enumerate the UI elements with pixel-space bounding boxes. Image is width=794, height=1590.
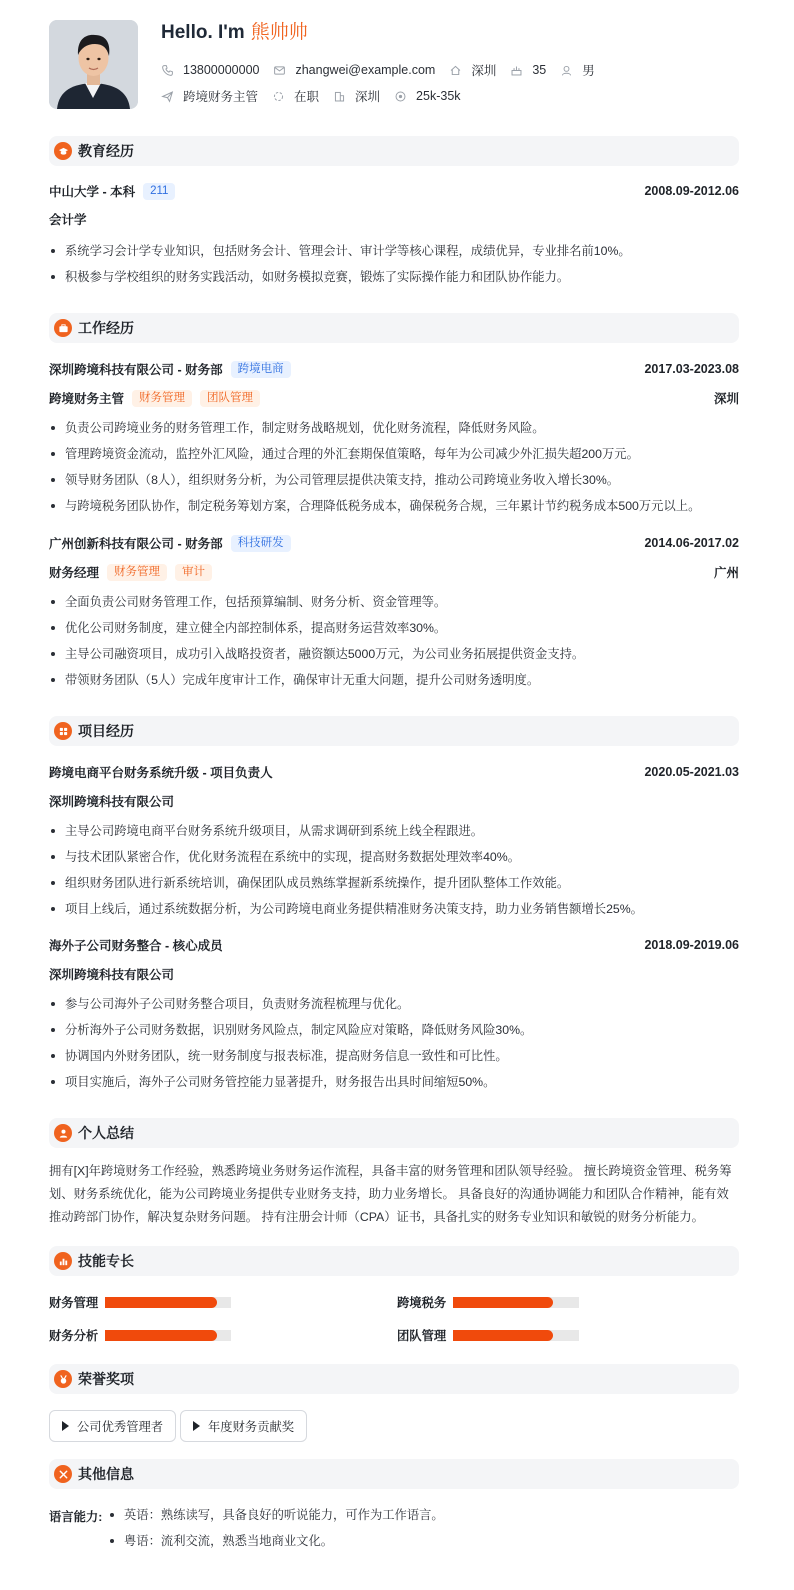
education-period: 2008.09-2012.06 bbox=[644, 184, 739, 198]
home-icon bbox=[449, 64, 462, 77]
award-label: 公司优秀管理者 bbox=[77, 1420, 164, 1434]
skill-level-fill bbox=[453, 1297, 553, 1308]
bar-chart-icon bbox=[54, 1252, 72, 1270]
skill-item bbox=[397, 1326, 597, 1344]
work-city: 深圳 bbox=[713, 392, 739, 406]
section-work bbox=[49, 313, 739, 343]
major: 会计学 bbox=[49, 213, 87, 227]
summary-text: 拥有[X]年跨境财务工作经验，熟悉跨境业务财务运作流程，具备丰富的财务管理和团队领导经验。 擅长跨境资金管理、税务筹划、财务系统优化，能为公司跨境业务提供专业财务支持，助力业务增长。 具备良好的沟通协调能力和团队合作精神，能有效推动跨部门协作，解决复杂财务问题。 持有注册会计师（CPA）证书，具备扎实的财务专业知识和敏锐的财务分析能力。 bbox=[49, 1164, 732, 1224]
work-city: 广州 bbox=[713, 566, 739, 580]
award-label: 年度财务贡献奖 bbox=[208, 1420, 295, 1434]
grid-icon bbox=[54, 722, 72, 740]
project-name: 跨境电商平台财务系统升级 - 项目负责人 bbox=[49, 766, 273, 780]
play-icon bbox=[193, 1421, 200, 1431]
gender-item bbox=[560, 61, 595, 79]
job-intent-row bbox=[161, 87, 475, 105]
award-badge bbox=[180, 1410, 307, 1442]
project-header-row bbox=[49, 762, 739, 782]
tools-icon bbox=[54, 1465, 72, 1483]
contact-row bbox=[161, 61, 609, 79]
target-city-value: 深圳 bbox=[355, 90, 381, 104]
industry-tag: 跨境电商 bbox=[231, 361, 291, 378]
company-name: 深圳跨境科技有限公司 - 财务部 bbox=[49, 363, 223, 377]
skill-level-fill bbox=[453, 1330, 553, 1341]
status-icon bbox=[272, 90, 285, 103]
work-period: 2014.06-2017.02 bbox=[644, 536, 739, 550]
project-bullets bbox=[49, 818, 739, 922]
section-projects bbox=[49, 716, 739, 746]
education-header-row bbox=[49, 181, 739, 201]
section-education bbox=[49, 136, 739, 166]
section-other bbox=[49, 1459, 739, 1489]
email-value: zhangwei@example.com bbox=[295, 63, 436, 77]
skill-tag: 团队管理 bbox=[200, 390, 260, 407]
gender-value: 男 bbox=[582, 64, 595, 78]
list-item: 优化公司财务制度，建立健全内部控制体系，提高财务运营效率30%。 bbox=[49, 615, 739, 641]
age-item bbox=[510, 63, 546, 77]
list-item: 带领财务团队（5人）完成年度审计工作，确保审计无重大问题，提升公司财务透明度。 bbox=[49, 667, 739, 693]
work-title-row bbox=[49, 562, 739, 582]
section-title: 个人总结 bbox=[78, 1125, 134, 1141]
industry-tag: 科技研发 bbox=[231, 535, 291, 552]
age-value: 35 bbox=[532, 63, 547, 77]
person-icon bbox=[560, 64, 573, 77]
project-company: 深圳跨境科技有限公司 bbox=[49, 968, 175, 982]
status-value: 在职 bbox=[294, 90, 320, 104]
coin-icon bbox=[394, 90, 407, 103]
location-item bbox=[449, 61, 496, 79]
section-title: 荣誉奖项 bbox=[78, 1371, 134, 1387]
phone-icon bbox=[161, 64, 174, 77]
skill-tag: 财务管理 bbox=[107, 564, 167, 581]
briefcase-icon bbox=[54, 319, 72, 337]
list-item: 项目实施后，海外子公司财务管控能力显著提升，财务报告出具时间缩短50%。 bbox=[49, 1069, 739, 1095]
section-title: 技能专长 bbox=[78, 1253, 134, 1269]
candidate-name: 熊帅帅 bbox=[250, 22, 308, 43]
status-item bbox=[272, 87, 319, 105]
skill-item bbox=[49, 1326, 249, 1344]
project-company-row bbox=[49, 964, 739, 984]
list-item: 分析海外子公司财务数据，识别财务风险点，制定风险应对策略，降低财务风险30%。 bbox=[49, 1017, 739, 1043]
skill-bar bbox=[453, 1330, 579, 1341]
user-icon bbox=[54, 1124, 72, 1142]
list-item: 粤语：流利交流，熟悉当地商业文化。 bbox=[104, 1528, 444, 1554]
skill-level-fill bbox=[105, 1297, 217, 1308]
list-item: 领导财务团队（8人），组织财务分析，为公司管理层提供决策支持，推动公司跨境业务收入增长30%。 bbox=[49, 467, 739, 493]
project-company: 深圳跨境科技有限公司 bbox=[49, 795, 175, 809]
list-item: 协调国内外财务团队，统一财务制度与报表标准，提高财务信息一致性和可比性。 bbox=[49, 1043, 739, 1069]
email-item bbox=[273, 63, 435, 77]
project-name: 海外子公司财务整合 - 核心成员 bbox=[49, 939, 223, 953]
work-header-row bbox=[49, 359, 739, 379]
play-icon bbox=[62, 1421, 69, 1431]
section-skills bbox=[49, 1246, 739, 1276]
project-bullets bbox=[49, 991, 739, 1095]
list-item: 主导公司融资项目，成功引入战略投资者，融资额达5000万元，为公司业务拓展提供资金支持。 bbox=[49, 641, 739, 667]
work-bullets bbox=[49, 589, 739, 693]
list-item: 积极参与学校组织的财务实践活动，如财务模拟竞赛，锻炼了实际操作能力和团队协作能力。 bbox=[49, 264, 739, 290]
list-item: 项目上线后，通过系统数据分析，为公司跨境电商业务提供精准财务决策支持，助力业务销售额增长25%。 bbox=[49, 896, 739, 922]
skill-bar bbox=[453, 1297, 579, 1308]
skill-name: 团队管理 bbox=[397, 1329, 447, 1343]
list-item: 系统学习会计学专业知识，包括财务会计、管理会计、审计学等核心课程，成绩优异，专业排名前10%。 bbox=[49, 238, 739, 264]
company-name: 广州创新科技有限公司 - 财务部 bbox=[49, 537, 223, 551]
language-label: 语言能力: bbox=[49, 1510, 103, 1524]
resume-header bbox=[49, 20, 739, 110]
building-icon bbox=[333, 90, 346, 103]
skill-name: 财务分析 bbox=[49, 1329, 99, 1343]
school-name: 中山大学 - 本科 bbox=[49, 185, 136, 199]
project-period: 2018.09-2019.06 bbox=[644, 938, 739, 952]
education-major-row bbox=[49, 209, 739, 229]
work-title-row bbox=[49, 388, 739, 408]
skill-tag: 审计 bbox=[175, 564, 212, 581]
mail-icon bbox=[273, 64, 286, 77]
skill-level-fill bbox=[105, 1330, 217, 1341]
section-title: 其他信息 bbox=[78, 1466, 134, 1482]
section-title: 项目经历 bbox=[78, 723, 134, 739]
school-tag: 211 bbox=[143, 183, 175, 200]
skill-bar bbox=[105, 1297, 231, 1308]
avatar-portrait bbox=[49, 20, 138, 109]
project-company-row bbox=[49, 791, 739, 811]
section-title: 教育经历 bbox=[78, 143, 134, 159]
position-value: 跨境财务主管 bbox=[183, 90, 259, 104]
list-item: 主导公司跨境电商平台财务系统升级项目，从需求调研到系统上线全程跟进。 bbox=[49, 818, 739, 844]
section-awards bbox=[49, 1364, 739, 1394]
position-item bbox=[161, 87, 258, 105]
work-bullets bbox=[49, 415, 739, 519]
project-header-row bbox=[49, 935, 739, 955]
list-item: 负责公司跨境业务的财务管理工作，制定财务战略规划，优化财务流程，降低财务风险。 bbox=[49, 415, 739, 441]
skill-item bbox=[397, 1293, 597, 1311]
skill-tag: 财务管理 bbox=[132, 390, 192, 407]
skill-name: 跨境税务 bbox=[397, 1296, 447, 1310]
education-bullets bbox=[49, 238, 739, 290]
list-item: 英语：熟练读写，具备良好的听说能力，可作为工作语言。 bbox=[104, 1502, 444, 1528]
job-title: 跨境财务主管 bbox=[49, 392, 125, 406]
phone-value: 13800000000 bbox=[183, 63, 260, 77]
list-item: 参与公司海外子公司财务整合项目，负责财务流程梳理与优化。 bbox=[49, 991, 739, 1017]
list-item: 管理跨境资金流动，监控外汇风险，通过合理的外汇套期保值策略，每年为公司减少外汇损失超200万元。 bbox=[49, 441, 739, 467]
skill-name: 财务管理 bbox=[49, 1296, 99, 1310]
list-item: 全面负责公司财务管理工作，包括预算编制、财务分析、资金管理等。 bbox=[49, 589, 739, 615]
send-icon bbox=[161, 90, 174, 103]
salary-value: 25k-35k bbox=[416, 89, 461, 103]
language-list bbox=[104, 1502, 444, 1554]
work-header-row bbox=[49, 533, 739, 553]
list-item: 与技术团队紧密合作，优化财务流程在系统中的实现，提高财务数据处理效率40%。 bbox=[49, 844, 739, 870]
location-value: 深圳 bbox=[471, 64, 497, 78]
award-badge bbox=[49, 1410, 176, 1442]
cake-icon bbox=[510, 64, 523, 77]
skill-bar bbox=[105, 1330, 231, 1341]
phone-item bbox=[161, 63, 259, 77]
salary-item bbox=[394, 89, 460, 103]
list-item: 组织财务团队进行新系统培训，确保团队成员熟练掌握新系统操作，提升团队整体工作效能。 bbox=[49, 870, 739, 896]
graduation-cap-icon bbox=[54, 142, 72, 160]
target-city-item bbox=[333, 87, 380, 105]
skill-item bbox=[49, 1293, 249, 1311]
greeting-line bbox=[161, 20, 308, 46]
profile-photo bbox=[49, 20, 138, 109]
section-title: 工作经历 bbox=[78, 320, 134, 336]
greeting-text: Hello. I'm bbox=[161, 22, 245, 43]
list-item: 与跨境税务团队协作，制定税务筹划方案，合理降低税务成本，确保税务合规，三年累计节约税务成本500万元以上。 bbox=[49, 493, 739, 519]
project-period: 2020.05-2021.03 bbox=[644, 765, 739, 779]
section-summary bbox=[49, 1118, 739, 1148]
job-title: 财务经理 bbox=[49, 566, 100, 580]
work-period: 2017.03-2023.08 bbox=[644, 362, 739, 376]
medal-icon bbox=[54, 1370, 72, 1388]
